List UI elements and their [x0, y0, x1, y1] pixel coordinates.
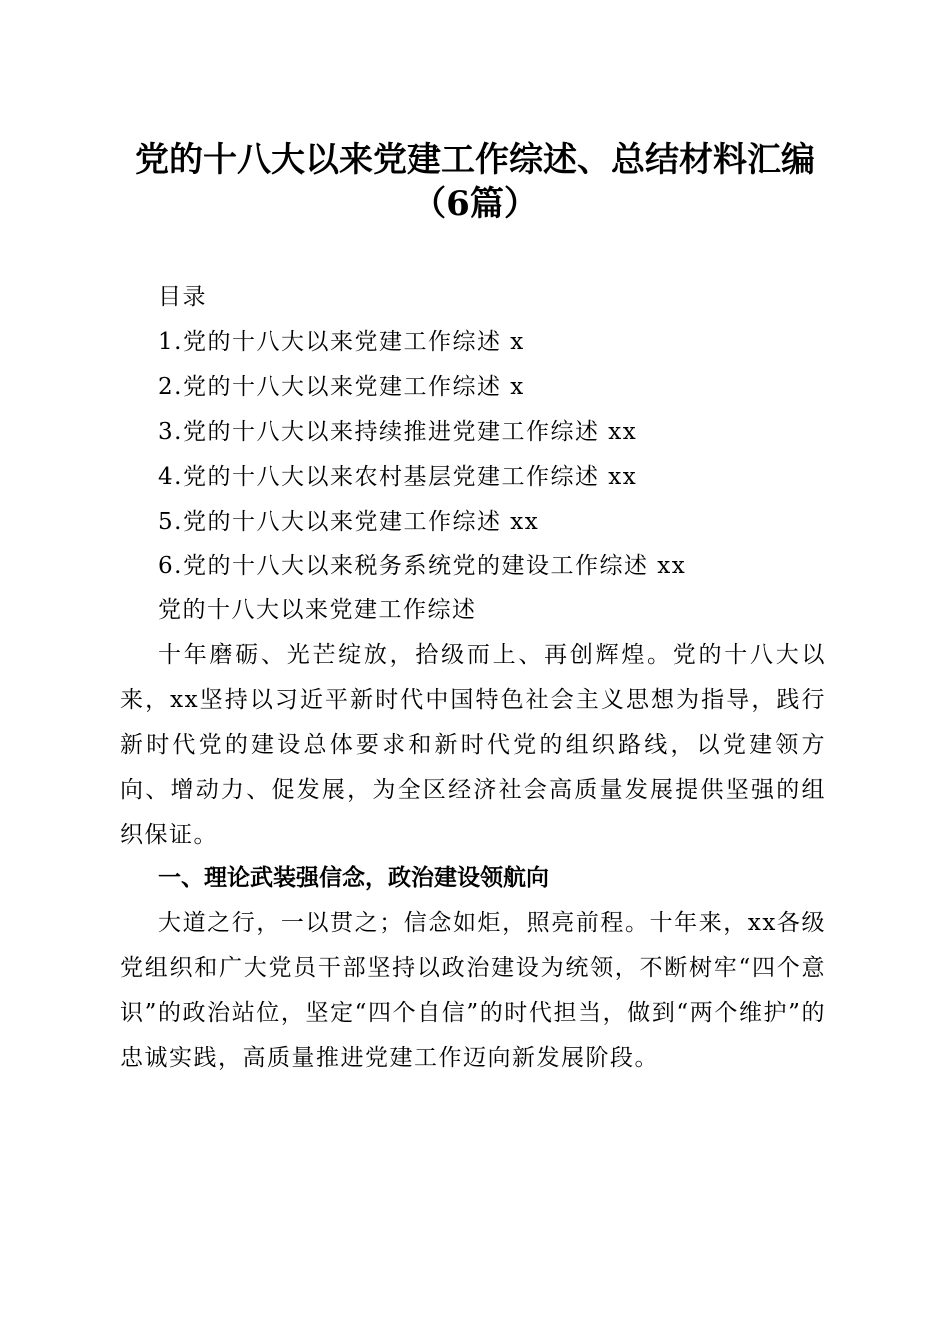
toc-item-6: 6.党的十八大以来税务系统党的建设工作综述 xx	[158, 553, 687, 579]
toc-item-3: 3.党的十八大以来持续推进党建工作综述 xx	[158, 419, 638, 445]
section-heading: 一、理论武装强信念，政治建设领航向	[158, 865, 549, 891]
toc-heading: 目录	[158, 284, 207, 310]
document-title-count: （6篇）	[412, 184, 538, 224]
toc-item-1: 1.党的十八大以来党建工作综述 x	[158, 329, 525, 355]
intro-paragraph: 十年磨砺、光芒绽放，拾级而上、再创辉煌。党的十八大以来，xx坚持以习近平新时代中国特色社会主义思想为指导，践行新时代党的建设总体要求和新时代党的组织路线，以党建领方向、增动力、促发展，为全区经济社会高质量发展提供坚强的组织保证。	[120, 642, 826, 848]
toc-item-5: 5.党的十八大以来党建工作综述 xx	[158, 509, 540, 535]
toc-item-2: 2.党的十八大以来党建工作综述 x	[158, 374, 525, 400]
document-title: 党的十八大以来党建工作综述、总结材料汇编	[135, 140, 815, 180]
toc-item-4: 4.党的十八大以来农村基层党建工作综述 xx	[158, 464, 638, 490]
article-title: 党的十八大以来党建工作综述	[158, 597, 477, 623]
section-paragraph: 大道之行，一以贯之；信念如炬，照亮前程。十年来，xx各级党组织和广大党员干部坚持以政治建设为统领，不断树牢“四个意识”的政治站位，坚定“四个自信”的时代担当，做到“两个维护”的忠诚实践，高质量推进党建工作迈向新发展阶段。	[120, 910, 826, 1071]
